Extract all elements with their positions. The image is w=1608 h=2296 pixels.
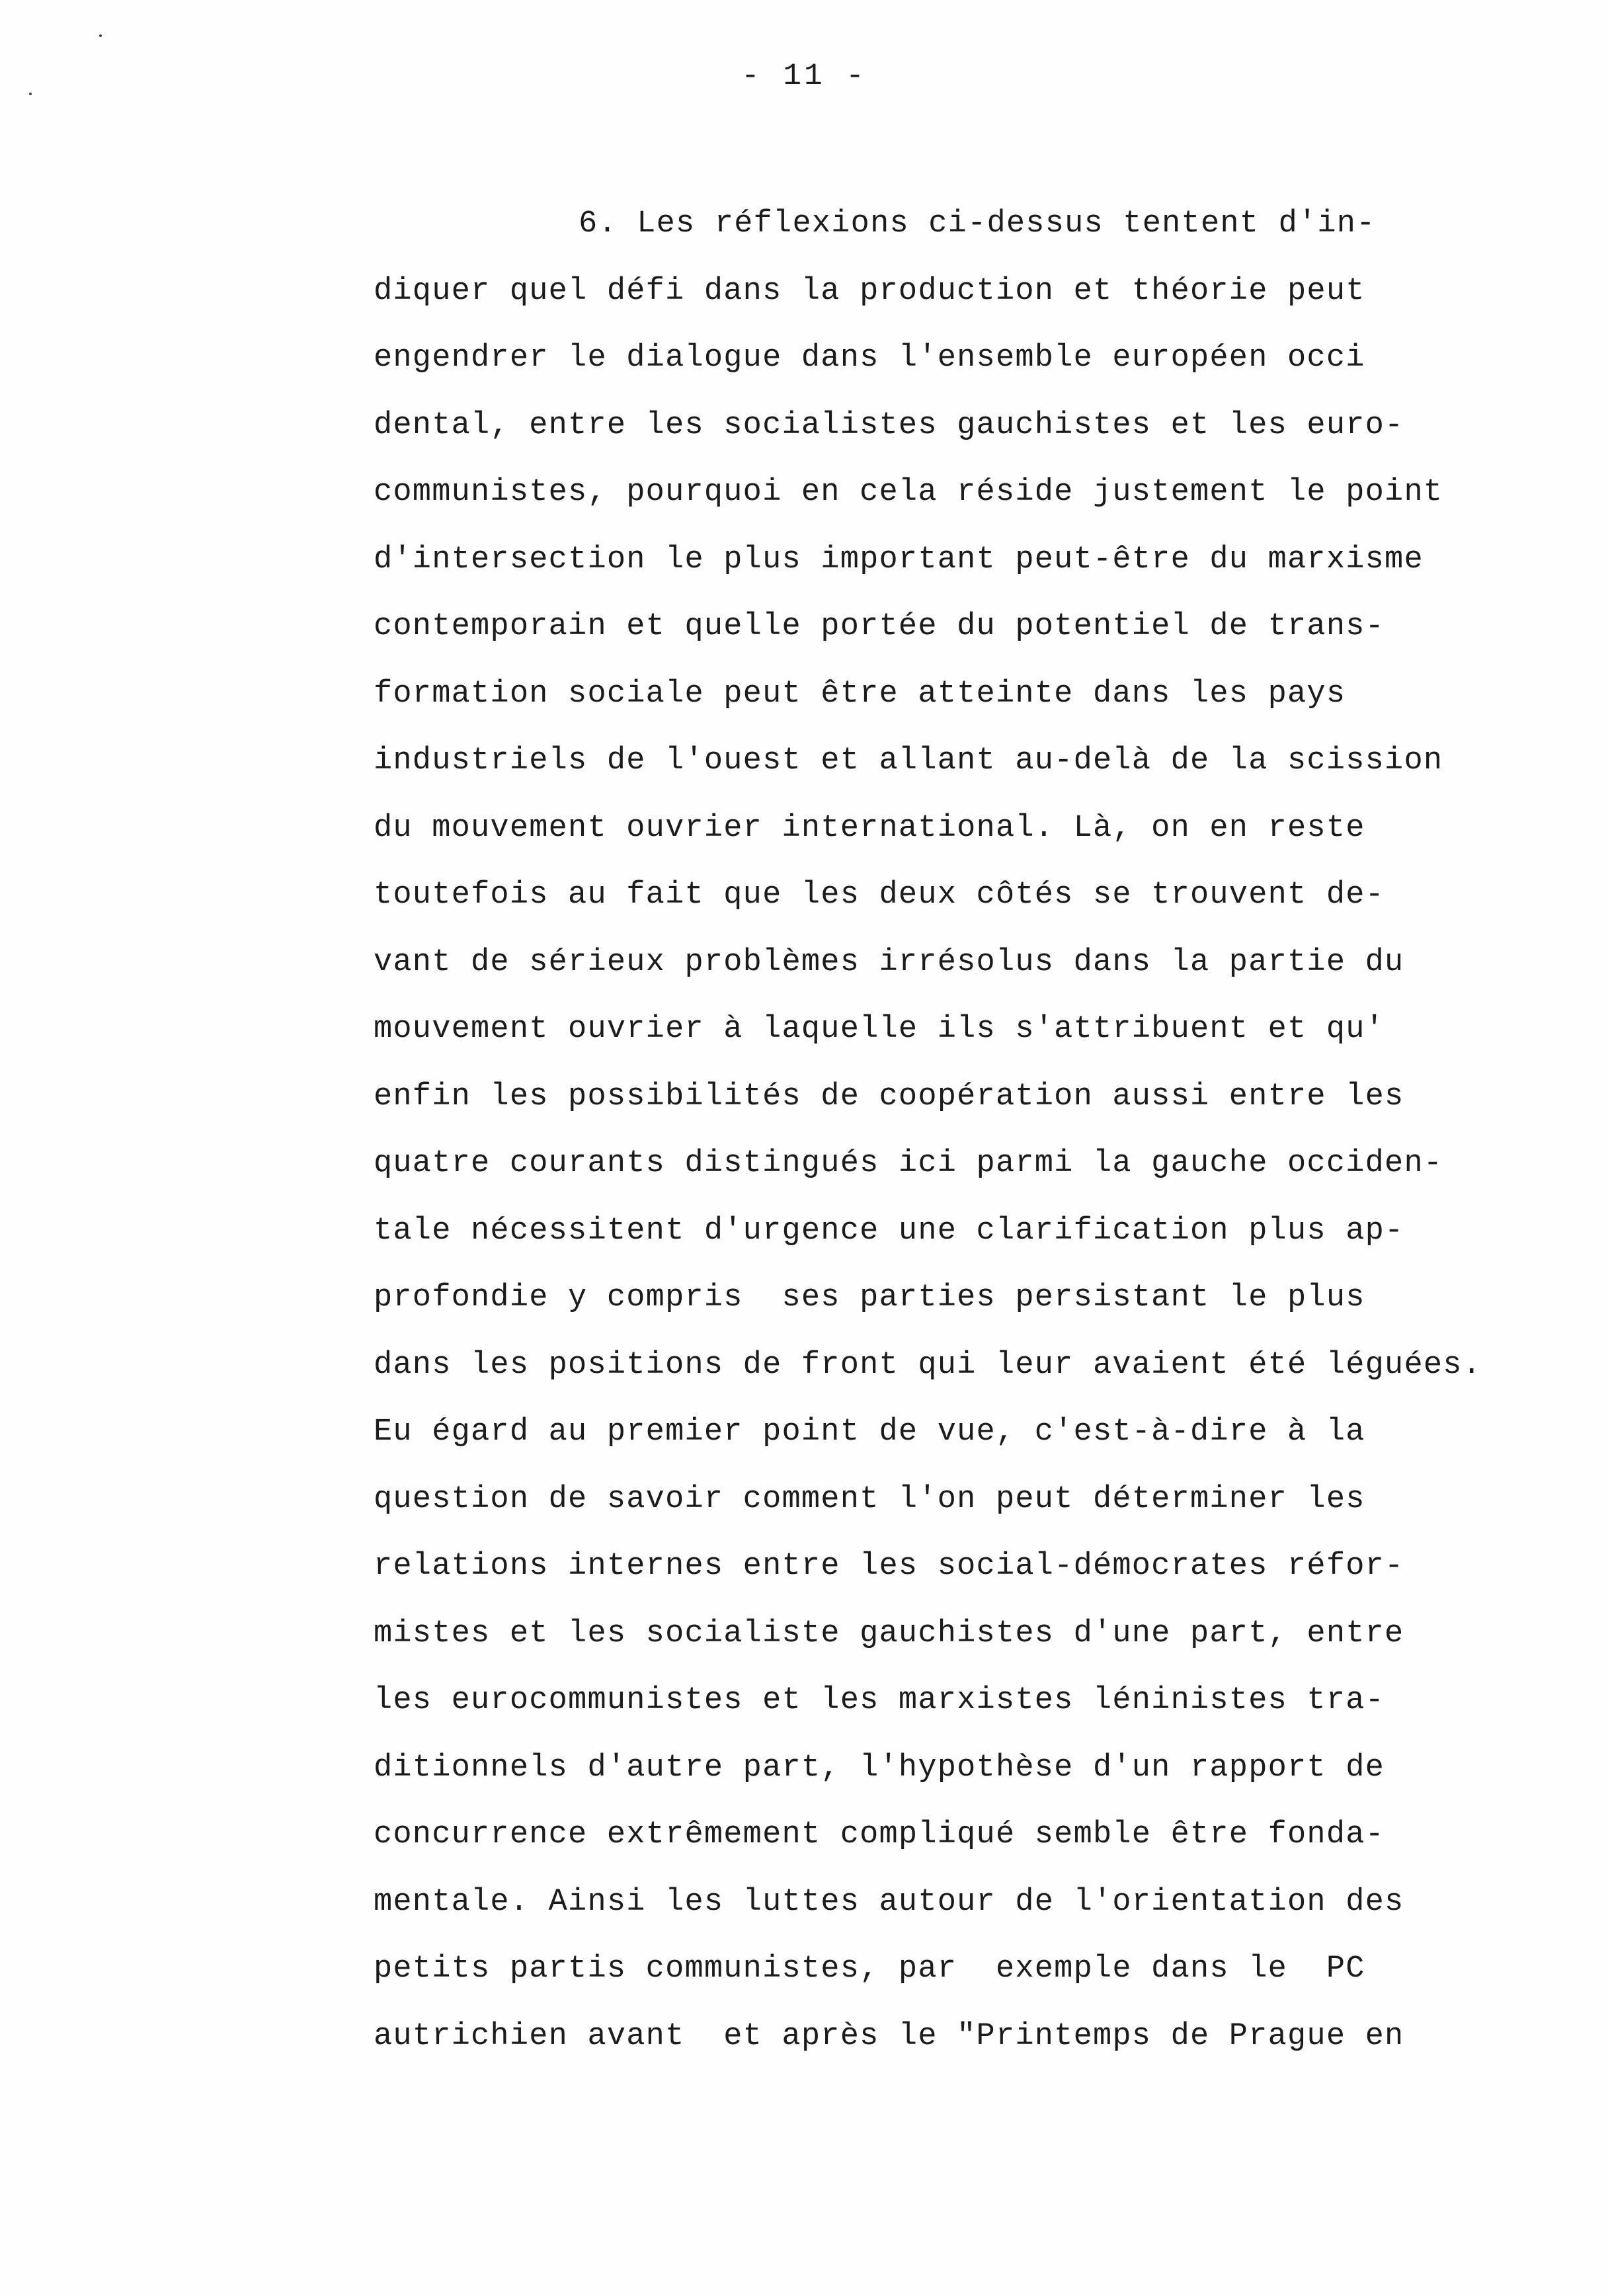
text-line: petits partis communistes, par exemple dans le PC (374, 1951, 1365, 1987)
text-line: d'intersection le plus important peut-être du marxisme (374, 542, 1424, 577)
text-line: concurrence extrêmement compliqué semble être fonda- (374, 1817, 1385, 1852)
text-line: autrichien avant et après le "Printemps de Prague en (374, 2018, 1404, 2054)
text-line: formation sociale peut être atteinte dans les pays (374, 676, 1346, 712)
text-line: quatre courants distingués ici parmi la gauche occiden- (374, 1146, 1443, 1181)
text-line: vant de sérieux problèmes irrésolus dans la partie du (374, 944, 1404, 980)
text-line: toutefois au fait que les deux côtés se trouvent de- (374, 878, 1385, 913)
text-line: tale nécessitent d'urgence une clarification plus ap- (374, 1213, 1404, 1249)
paragraph-text (374, 190, 1550, 2070)
text-line: profondie y compris ses parties persistant le plus (374, 1280, 1365, 1315)
text-line: ditionnels d'autre part, l'hypothèse d'un rapport de (374, 1750, 1385, 1785)
text-line: diquer quel défi dans la production et théorie peut (374, 273, 1365, 309)
text-line: les eurocommunistes et les marxistes léninistes tra- (374, 1683, 1385, 1718)
text-line: dans les positions de front qui leur avaient été léguées. (374, 1347, 1482, 1383)
page-number: - 11 - (741, 59, 867, 93)
text-line: industriels de l'ouest et allant au-delà de la scission (374, 743, 1443, 778)
text-line: mistes et les socialiste gauchistes d'une part, entre (374, 1616, 1404, 1651)
text-line: Eu égard au premier point de vue, c'est-à-dire à la (374, 1414, 1365, 1450)
scan-speck (99, 34, 102, 37)
text-line: enfin les possibilités de coopération aussi entre les (374, 1079, 1404, 1114)
text-line: communistes, pourquoi en cela réside justement le point (374, 475, 1443, 510)
text-line: mentale. Ainsi les luttes autour de l'orientation des (374, 1884, 1404, 1920)
text-line: dental, entre les socialistes gauchistes et les euro- (374, 407, 1404, 443)
text-line: du mouvement ouvrier international. Là, on en reste (374, 810, 1365, 846)
text-line: contemporain et quelle portée du potentiel de trans- (374, 609, 1385, 644)
text-line: mouvement ouvrier à laquelle ils s'attribuent et qu' (374, 1012, 1385, 1047)
text-line: engendrer le dialogue dans l'ensemble européen occi (374, 341, 1365, 376)
text-line: 6. Les réflexions ci-dessus tentent d'in- (579, 206, 1376, 241)
text-line: question de savoir comment l'on peut déterminer les (374, 1481, 1365, 1517)
text-line: relations internes entre les social-démocrates réfor- (374, 1549, 1404, 1584)
